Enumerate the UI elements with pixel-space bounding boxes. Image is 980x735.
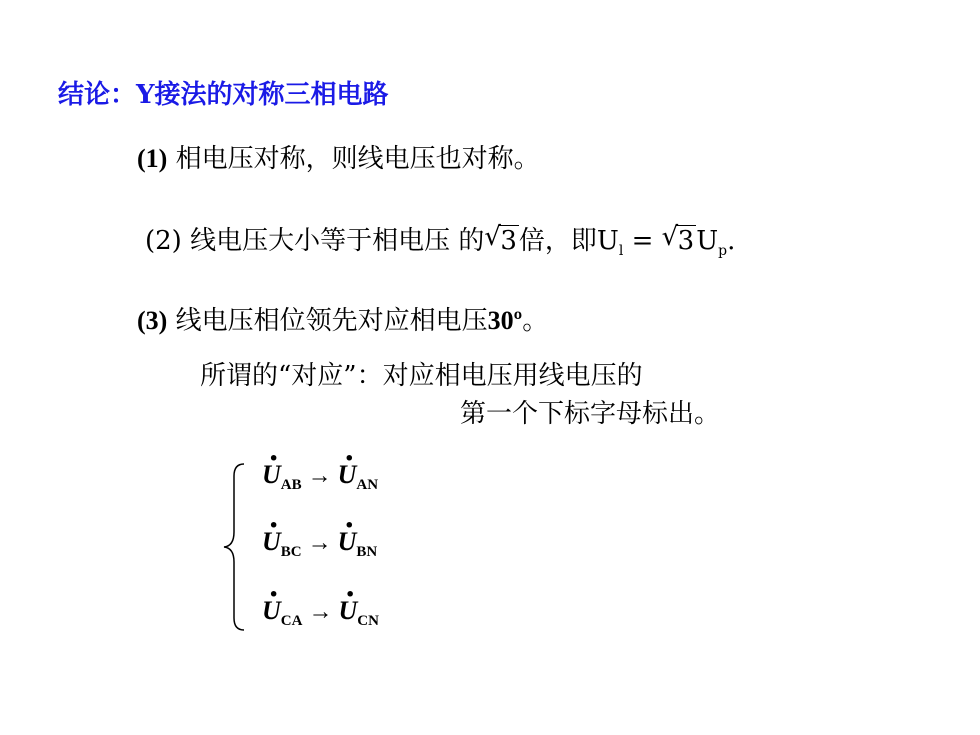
- note-line-2: 第一个下标字母标出。: [460, 399, 721, 429]
- relation-right-sub: BN: [356, 544, 378, 560]
- relation-row-ab: [262, 460, 378, 494]
- relation-row-ca: [262, 596, 379, 630]
- item-2-text-c: U: [696, 226, 719, 256]
- item-1-number: (1): [137, 144, 168, 173]
- item-3-angle: 30º: [487, 306, 523, 335]
- relation-right-sub: AN: [356, 477, 379, 493]
- phasor-u-icon: · U: [338, 460, 357, 490]
- phasor-u-icon: · U: [262, 460, 281, 490]
- sqrt-3-symbol-2: √ 3: [661, 222, 695, 256]
- item-2-end: .: [727, 226, 736, 256]
- item-3-end: 。: [522, 306, 549, 336]
- arrow-right-icon: →: [308, 599, 333, 625]
- item-3-text: 线电压相位领先对应相电压: [175, 306, 488, 336]
- left-brace-icon: [222, 462, 252, 632]
- sqrt-3-symbol: √ 3: [484, 222, 517, 256]
- conclusion-item-3: [137, 300, 548, 337]
- phasor-u-icon: · U: [262, 527, 281, 557]
- equals-sign: =: [623, 226, 662, 256]
- relation-left-sub: BC: [280, 544, 302, 560]
- item-2-number: (2): [145, 226, 182, 256]
- phasor-u-icon: · U: [338, 527, 357, 557]
- conclusion-item-1: [137, 138, 540, 175]
- note-line-1: 所谓的“对应”：对应相电压用线电压的: [200, 361, 643, 391]
- conclusion-item-2: [145, 220, 735, 259]
- phasor-u-icon: · U: [338, 596, 357, 626]
- item-3-number: (3): [137, 306, 168, 335]
- phasor-u-icon: · U: [262, 596, 281, 626]
- item-2-text-a: 线电压大小等于相电压 的: [190, 226, 485, 256]
- subscript-p: p: [718, 243, 728, 259]
- item-2-text-b: 倍，即U: [518, 226, 619, 256]
- arrow-right-icon: →: [307, 463, 332, 489]
- relation-left-sub: CA: [280, 613, 303, 629]
- subscript-l: l: [618, 243, 624, 259]
- slide-title: 结论：Y接法的对称三相电路: [58, 80, 389, 110]
- relation-right-sub: CN: [357, 613, 379, 629]
- item-1-text: 相电压对称，则线电压也对称。: [175, 144, 540, 174]
- relation-row-bc: [262, 527, 377, 561]
- relation-left-sub: AB: [280, 477, 302, 493]
- arrow-right-icon: →: [307, 530, 332, 556]
